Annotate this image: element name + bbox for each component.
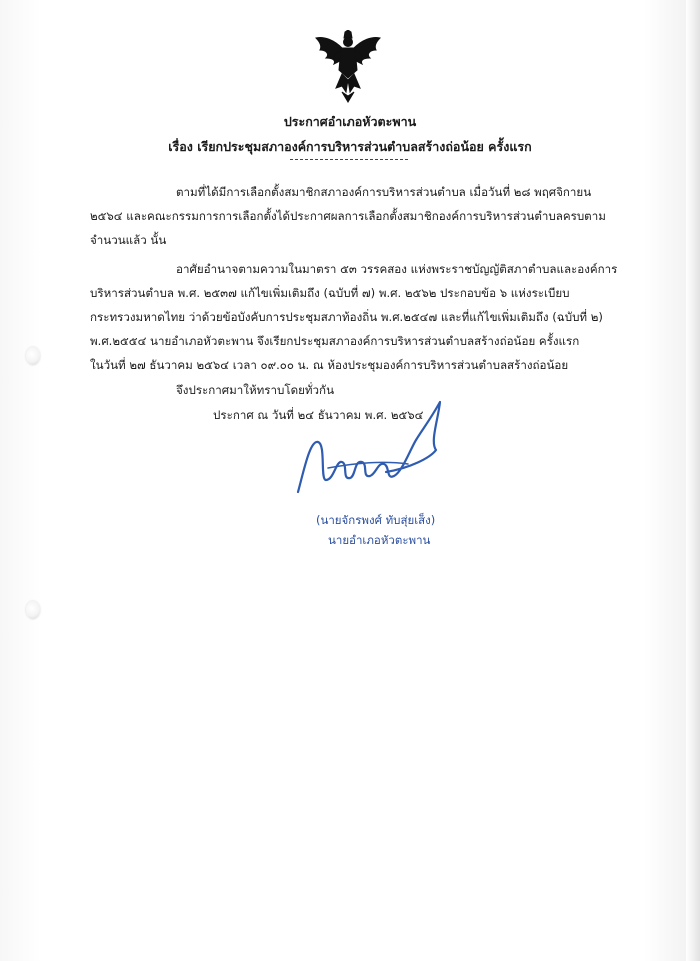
punch-hole-bottom xyxy=(26,601,40,619)
signatory-name: (นายจักรพงศ์ ทับสุ่ยเส็ง) xyxy=(316,513,436,527)
paragraph1-line: ตามที่ได้มีการเลือกตั้งสมาชิกสภาองค์การบริหารส่วนตำบล เมื่อวันที่ ๒๘ พฤศจิกายน xyxy=(176,185,592,199)
document-title: ประกาศอำเภอหัวตะพาน xyxy=(283,114,417,129)
punch-hole-top xyxy=(26,347,40,365)
signatory-position: นายอำเภอหัวตะพาน xyxy=(328,533,431,547)
closing-text: จึงประกาศมาให้ทราบโดยทั่วกัน xyxy=(176,383,334,397)
header-divider xyxy=(290,159,408,160)
paragraph2-line: บริหารส่วนตำบล พ.ศ. ๒๕๓๗ แก้ไขเพิ่มเติมถึง (ฉบับที่ ๗) พ.ศ. ๒๕๖๒ ประกอบข้อ ๖ แห่งระเบียบ xyxy=(90,286,570,300)
paragraph1-line: จำนวนแล้ว นั้น xyxy=(90,233,167,247)
paragraph2-line: ในวันที่ ๒๗ ธันวาคม ๒๕๖๔ เวลา ๐๙.๐๐ น. ณ ห้องประชุมองค์การบริหารส่วนตำบลสร้างถ่อน้อย xyxy=(90,358,569,372)
paragraph2-line: อาศัยอำนาจตามความในมาตรา ๕๓ วรรคสอง แห่งพระราชบัญญัติสภาตำบลและองค์การ xyxy=(176,262,618,276)
document-subject: เรื่อง เรียกประชุมสภาองค์การบริหารส่วนตำบลสร้างถ่อน้อย ครั้งแรก xyxy=(168,139,532,154)
paragraph1-line: ๒๕๖๔ และคณะกรรมการการเลือกตั้งได้ประกาศผลการเลือกตั้งสมาชิกองค์การบริหารส่วนตำบลครบตาม xyxy=(90,209,606,223)
garuda-emblem-icon xyxy=(312,30,384,104)
handwritten-signature xyxy=(290,380,450,505)
paragraph2-line: กระทรวงมหาดไทย ว่าด้วยข้อบังคับการประชุมสภาท้องถิ่น พ.ศ.๒๕๔๗ และที่แก้ไขเพิ่มเติมถึง (ฉบับที่ ๒) xyxy=(90,310,603,324)
paragraph2-line: พ.ศ.๒๕๕๔ นายอำเภอหัวตะพาน จึงเรียกประชุมสภาองค์การบริหารส่วนตำบลสร้างถ่อน้อย ครั้งแรก xyxy=(90,334,580,348)
announce-date: ประกาศ ณ วันที่ ๒๔ ธันวาคม พ.ศ. ๒๕๖๔ xyxy=(213,408,424,422)
